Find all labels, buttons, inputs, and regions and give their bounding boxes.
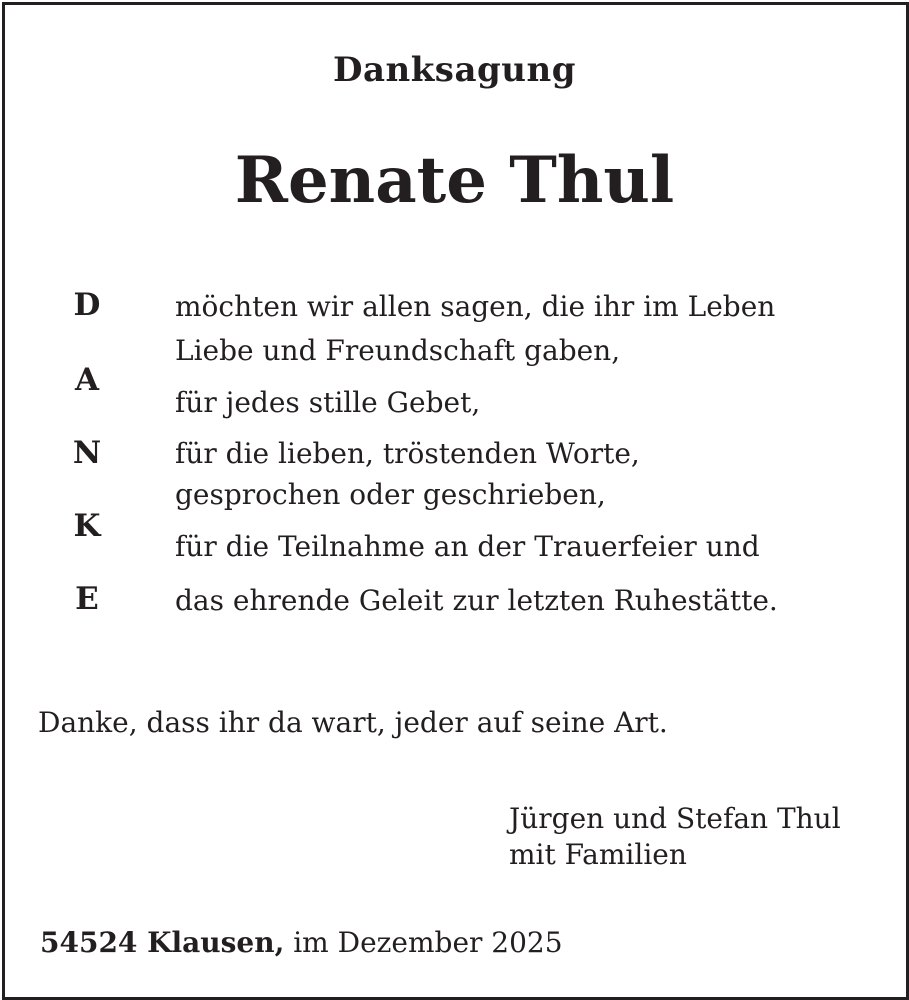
verse-line: möchten wir allen sagen, die ihr im Leben	[175, 290, 776, 323]
signature-names: Jürgen und Stefan Thul	[509, 802, 841, 835]
acrostic-letter-k: K	[73, 508, 101, 544]
verse-line: gesprochen oder geschrieben,	[175, 478, 606, 511]
verse-line: das ehrende Geleit zur letzten Ruhestätte.	[175, 584, 778, 617]
signature-family: mit Familien	[509, 838, 687, 871]
heading: Danksagung	[333, 50, 576, 90]
place-date-line	[40, 926, 563, 959]
deceased-name: Renate Thul	[234, 143, 675, 218]
acrostic-letter-a: A	[74, 362, 100, 398]
verse-line: Liebe und Freundschaft gaben,	[175, 334, 621, 367]
acrostic-letter-d: D	[73, 287, 101, 323]
place: 54524 Klausen,	[40, 926, 285, 959]
verse-line: für jedes stille Gebet,	[175, 386, 481, 419]
acrostic-letter-n: N	[72, 435, 102, 471]
closing-line: Danke, dass ihr da wart, jeder auf seine Art.	[38, 706, 668, 739]
acrostic-letter-e: E	[75, 581, 99, 617]
date: im Dezember 2025	[284, 926, 563, 959]
verse-line: für die Teilnahme an der Trauerfeier und	[175, 530, 760, 563]
verse-line: für die lieben, tröstenden Worte,	[175, 437, 640, 470]
